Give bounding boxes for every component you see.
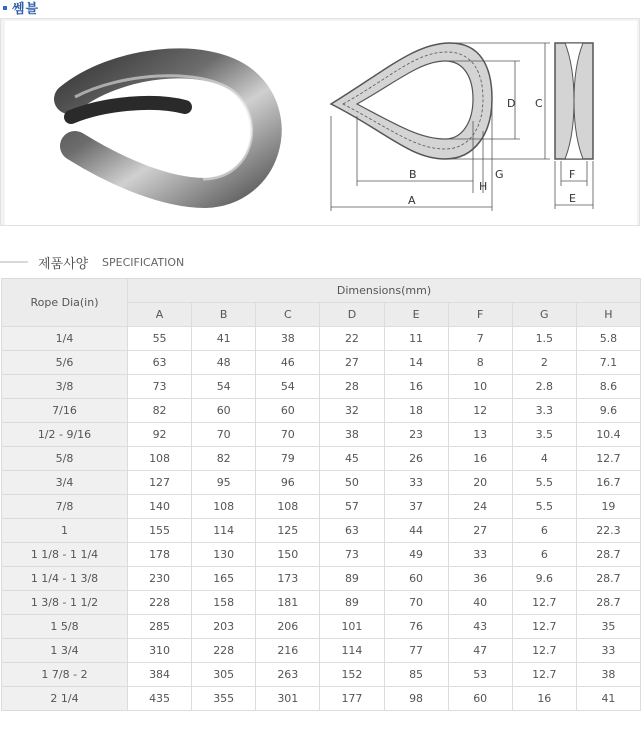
dimension-cell: 310: [128, 639, 192, 663]
dimension-cell: 85: [384, 663, 448, 687]
dimension-cell: 70: [192, 423, 256, 447]
dimension-cell: 82: [192, 447, 256, 471]
dim-label-g: G: [495, 168, 504, 181]
dimension-cell: 130: [192, 543, 256, 567]
column-header-f: F: [448, 303, 512, 327]
spec-table: [1, 278, 641, 711]
dimension-cell: 150: [256, 543, 320, 567]
dimension-cell: 5.5: [512, 471, 576, 495]
dimension-cell: 3.3: [512, 399, 576, 423]
dimension-cell: 125: [256, 519, 320, 543]
dimension-cell: 70: [384, 591, 448, 615]
column-header-c: C: [256, 303, 320, 327]
dimension-cell: 2: [512, 351, 576, 375]
page-header: [0, 0, 642, 18]
dimension-cell: 228: [192, 639, 256, 663]
dimension-cell: 96: [256, 471, 320, 495]
dim-label-b: B: [409, 168, 417, 181]
dimension-cell: 435: [128, 687, 192, 711]
dimension-cell: 305: [192, 663, 256, 687]
column-header-e: E: [384, 303, 448, 327]
dimension-cell: 36: [448, 567, 512, 591]
dimension-cell: 77: [384, 639, 448, 663]
dimension-cell: 63: [128, 351, 192, 375]
dimension-cell: 230: [128, 567, 192, 591]
dimension-cell: 53: [448, 663, 512, 687]
dimension-cell: 1.5: [512, 327, 576, 351]
dim-label-a: A: [408, 194, 416, 207]
rope-dia-cell: 1 1/8 - 1 1/4: [2, 543, 128, 567]
dimension-cell: 60: [256, 399, 320, 423]
rope-dia-cell: 5/8: [2, 447, 128, 471]
table-row: [2, 519, 641, 543]
dimension-cell: 101: [320, 615, 384, 639]
dimension-cell: 9.6: [512, 567, 576, 591]
dimension-cell: 32: [320, 399, 384, 423]
dimension-cell: 165: [192, 567, 256, 591]
rope-dia-cell: 5/6: [2, 351, 128, 375]
dimension-cell: 177: [320, 687, 384, 711]
dimension-cell: 73: [128, 375, 192, 399]
dimension-cell: 48: [192, 351, 256, 375]
rope-dia-cell: 1 5/8: [2, 615, 128, 639]
dimension-cell: 206: [256, 615, 320, 639]
spec-title-english: SPECIFICATION: [102, 256, 185, 269]
dimension-cell: 27: [320, 351, 384, 375]
dim-label-e: E: [569, 192, 576, 205]
rope-dia-cell: 1 3/4: [2, 639, 128, 663]
dimension-cell: 9.6: [576, 399, 640, 423]
dimension-cell: 16: [384, 375, 448, 399]
dimension-cell: 10: [448, 375, 512, 399]
table-row: [2, 399, 641, 423]
dimension-cell: 384: [128, 663, 192, 687]
dimension-cell: 37: [384, 495, 448, 519]
dimension-cell: 7.1: [576, 351, 640, 375]
dimension-cell: 140: [128, 495, 192, 519]
table-row: [2, 687, 641, 711]
dimension-cell: 23: [384, 423, 448, 447]
table-row: [2, 663, 641, 687]
rope-dia-cell: 1: [2, 519, 128, 543]
dimension-cell: 155: [128, 519, 192, 543]
dimension-cell: 28.7: [576, 543, 640, 567]
rope-dia-cell: 7/16: [2, 399, 128, 423]
dimension-cell: 46: [256, 351, 320, 375]
dimension-cell: 12.7: [512, 615, 576, 639]
column-header-b: B: [192, 303, 256, 327]
dimension-cell: 55: [128, 327, 192, 351]
dimension-cell: 12.7: [512, 591, 576, 615]
dimension-cell: 127: [128, 471, 192, 495]
dimension-cell: 41: [576, 687, 640, 711]
dim-label-h: H: [479, 180, 488, 193]
dimension-cell: 28: [320, 375, 384, 399]
dimension-cell: 12.7: [512, 639, 576, 663]
dimension-cell: 28.7: [576, 591, 640, 615]
dimension-cell: 63: [320, 519, 384, 543]
dimension-cell: 76: [384, 615, 448, 639]
dimension-cell: 57: [320, 495, 384, 519]
dimension-cell: 108: [128, 447, 192, 471]
dimension-cell: 22: [320, 327, 384, 351]
spec-section-title: [0, 253, 642, 273]
dimension-cell: 89: [320, 567, 384, 591]
dimension-cell: 12.7: [512, 663, 576, 687]
table-row: [2, 471, 641, 495]
table-row: [2, 351, 641, 375]
table-row: [2, 567, 641, 591]
dimension-cell: 16: [448, 447, 512, 471]
dimension-cell: 203: [192, 615, 256, 639]
thimble-illustration: [5, 21, 637, 225]
rope-dia-cell: 1 1/4 - 1 3/8: [2, 567, 128, 591]
dimension-cell: 173: [256, 567, 320, 591]
dimension-cell: 8.6: [576, 375, 640, 399]
table-row: [2, 639, 641, 663]
rope-dia-cell: 2 1/4: [2, 687, 128, 711]
dimension-cell: 79: [256, 447, 320, 471]
dimension-cell: 301: [256, 687, 320, 711]
dimension-cell: 89: [320, 591, 384, 615]
rope-dia-cell: 1 3/8 - 1 1/2: [2, 591, 128, 615]
dimension-cell: 33: [576, 639, 640, 663]
dimension-cell: 228: [128, 591, 192, 615]
dimension-cell: 12.7: [576, 447, 640, 471]
rope-dia-cell: 3/8: [2, 375, 128, 399]
column-header-a: A: [128, 303, 192, 327]
dimension-cell: 108: [256, 495, 320, 519]
dimension-cell: 216: [256, 639, 320, 663]
dimension-cell: 16.7: [576, 471, 640, 495]
dimension-cell: 50: [320, 471, 384, 495]
dimension-cell: 38: [576, 663, 640, 687]
dimension-cell: 7: [448, 327, 512, 351]
dimension-cell: 49: [384, 543, 448, 567]
dimension-cell: 24: [448, 495, 512, 519]
dimension-cell: 70: [256, 423, 320, 447]
table-row: [2, 327, 641, 351]
dimension-cell: 285: [128, 615, 192, 639]
table-row: [2, 495, 641, 519]
dimension-cell: 60: [448, 687, 512, 711]
dimension-cell: 3.5: [512, 423, 576, 447]
dimension-cell: 38: [256, 327, 320, 351]
dimension-cell: 10.4: [576, 423, 640, 447]
thimble-photo: [69, 63, 267, 193]
dim-label-d: D: [507, 97, 516, 110]
dimension-cell: 27: [448, 519, 512, 543]
rope-dia-header: Rope Dia(in): [2, 279, 128, 327]
dimension-cell: 14: [384, 351, 448, 375]
dimension-cell: 11: [384, 327, 448, 351]
dimension-cell: 82: [128, 399, 192, 423]
spec-title-korean: 제품사양: [38, 257, 89, 272]
dimension-cell: 5.8: [576, 327, 640, 351]
product-image-area: [5, 21, 637, 225]
dimension-cell: 98: [384, 687, 448, 711]
dimension-cell: 263: [256, 663, 320, 687]
dimension-cell: 6: [512, 543, 576, 567]
dimension-cell: 54: [256, 375, 320, 399]
rope-dia-cell: 3/4: [2, 471, 128, 495]
dimension-cell: 12: [448, 399, 512, 423]
dimension-cell: 40: [448, 591, 512, 615]
dimension-cell: 45: [320, 447, 384, 471]
section-bar-decoration: [0, 261, 28, 263]
dimension-cell: 178: [128, 543, 192, 567]
thimble-side-view: [555, 43, 593, 209]
dimensions-header: Dimensions(mm): [128, 279, 641, 303]
dimension-cell: 18: [384, 399, 448, 423]
dimension-cell: 19: [576, 495, 640, 519]
dimension-cell: 35: [576, 615, 640, 639]
dimension-cell: 181: [256, 591, 320, 615]
dimension-cell: 108: [192, 495, 256, 519]
dimension-cell: 73: [320, 543, 384, 567]
dimension-cell: 22.3: [576, 519, 640, 543]
dimension-cell: 54: [192, 375, 256, 399]
dimension-cell: 33: [448, 543, 512, 567]
product-image-panel: [0, 18, 640, 226]
dimension-cell: 355: [192, 687, 256, 711]
dimension-cell: 114: [320, 639, 384, 663]
rope-dia-cell: 1/4: [2, 327, 128, 351]
dimension-cell: 44: [384, 519, 448, 543]
dimension-cell: 28.7: [576, 567, 640, 591]
table-row: [2, 615, 641, 639]
column-header-d: D: [320, 303, 384, 327]
dimension-cell: 38: [320, 423, 384, 447]
rope-dia-cell: 1 7/8 - 2: [2, 663, 128, 687]
thimble-front-view: [331, 43, 550, 211]
dimension-cell: 41: [192, 327, 256, 351]
dimension-cell: 152: [320, 663, 384, 687]
dimension-cell: 92: [128, 423, 192, 447]
dimension-cell: 2.8: [512, 375, 576, 399]
dimension-cell: 60: [192, 399, 256, 423]
table-row: [2, 543, 641, 567]
dimension-cell: 20: [448, 471, 512, 495]
page-title: 쎔블: [12, 2, 40, 17]
dimension-cell: 95: [192, 471, 256, 495]
bullet-icon: [3, 6, 7, 10]
dimension-cell: 114: [192, 519, 256, 543]
rope-dia-cell: 7/8: [2, 495, 128, 519]
dim-label-c: C: [535, 97, 543, 110]
dimension-cell: 47: [448, 639, 512, 663]
dimension-cell: 60: [384, 567, 448, 591]
dimension-cell: 43: [448, 615, 512, 639]
dimension-cell: 4: [512, 447, 576, 471]
dimension-cell: 26: [384, 447, 448, 471]
table-row: [2, 375, 641, 399]
table-row: [2, 591, 641, 615]
dimension-cell: 16: [512, 687, 576, 711]
table-row: [2, 447, 641, 471]
dimension-cell: 5.5: [512, 495, 576, 519]
dim-label-f: F: [569, 168, 576, 181]
table-row: [2, 423, 641, 447]
column-header-h: H: [576, 303, 640, 327]
dimension-cell: 8: [448, 351, 512, 375]
dimension-cell: 158: [192, 591, 256, 615]
dimension-cell: 33: [384, 471, 448, 495]
dimension-cell: 13: [448, 423, 512, 447]
column-header-g: G: [512, 303, 576, 327]
rope-dia-cell: 1/2 - 9/16: [2, 423, 128, 447]
dimension-cell: 6: [512, 519, 576, 543]
